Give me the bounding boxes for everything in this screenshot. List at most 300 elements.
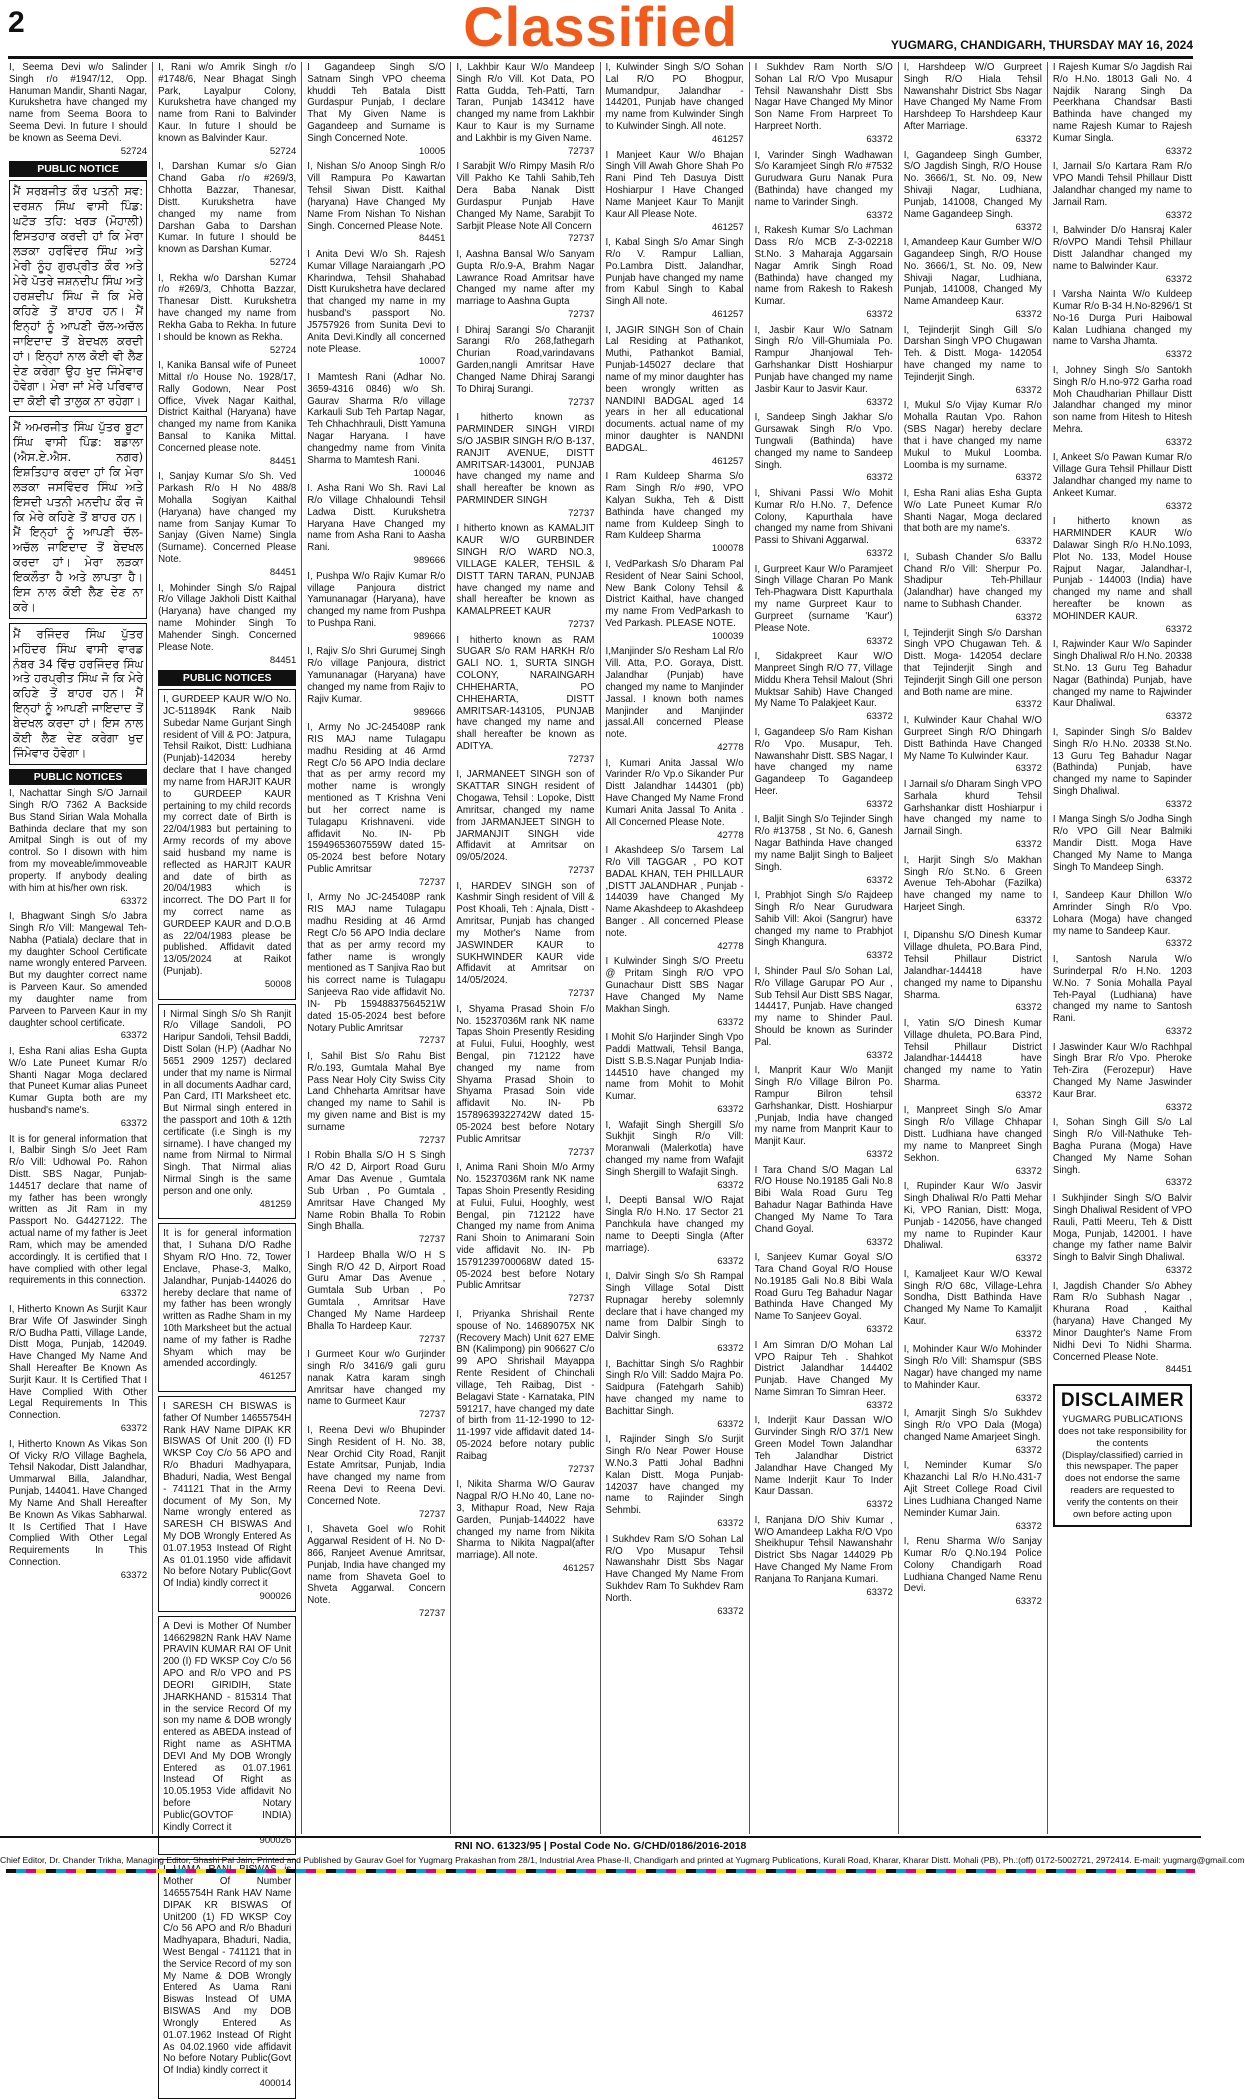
classified-notice	[456, 1479, 594, 1574]
column-3	[302, 62, 451, 1834]
classified-notice	[904, 1181, 1042, 1265]
notice-code: 63372	[866, 472, 893, 484]
notice-text: I Gurmeet Kour w/o Gurjinder singh R/o 3416/9 gali guru nanak Katra karam singh Amritsar have changed my name to Gurmeet Kaur	[307, 1349, 446, 1408]
classified-notice	[904, 1344, 1042, 1404]
notice-text: I, Kulwinder Kaur Chahal W/O Gurpreet Singh R/O Dhingarh Distt Bathinda Have Changed My Name To Kulwinder Kaur.	[903, 715, 1042, 762]
notice-code: 42778	[717, 742, 744, 754]
classified-notice	[158, 1223, 296, 1392]
notice-text: I, Esha Rani alias Esha Gupta W/o Late Puneet Kumar R/o Shanti Nagar Moga declared that Puneet Kumar alias Puneet Kumar Gupta both are my husband's name's.	[9, 1045, 148, 1117]
notice-code: 63372	[866, 548, 893, 560]
classified-notice	[755, 814, 893, 886]
classified-notice	[307, 249, 445, 368]
notice-code: 63372	[1165, 1101, 1192, 1113]
classified-notice	[606, 471, 744, 555]
classified-notice	[904, 628, 1042, 712]
notice-code: 461257	[711, 455, 744, 467]
classified-notice	[1053, 1042, 1192, 1114]
classified-notice	[1053, 225, 1192, 285]
classified-notice	[307, 1250, 445, 1345]
punjabi-notice	[9, 623, 147, 765]
dateline: YUGMARG, CHANDIGARH, THURSDAY MAY 16, 2024	[890, 38, 1193, 52]
classified-notice	[1053, 289, 1192, 361]
notice-code: 63372	[1015, 1328, 1042, 1340]
classified-notice	[755, 412, 893, 484]
classified-notice	[904, 930, 1042, 1014]
notice-code: 72737	[418, 1035, 446, 1047]
notice-text: I, Aashna Bansal W/o Sanyam Gupta R/o.9-A, Brahm Nagar Lawrance Road Amritsar have Changed my name after my marriage to Aashna Gupta	[456, 248, 595, 308]
notice-text: I, Subash Chander S/o Ballu Chand R/o Vill: Sherpur Po. Shadipur Teh-Phillaur (Jalandhar) have changed my name to Subhash Chander.	[903, 551, 1042, 611]
classified-notice	[755, 890, 893, 962]
notice-text: I Varsha Nainta W/o Kuldeep Kumar R/o B-34 H.No-8296/1 St No-16 Durga Puri Haibowal Kalan Ludhiana changed my name to Varsha Jhamta.	[1052, 289, 1192, 348]
notice-code: 63372	[120, 1030, 148, 1042]
classified-notice	[755, 727, 893, 811]
notice-code: 72737	[418, 1608, 446, 1620]
notice-code: 63372	[1015, 472, 1042, 484]
notice-code: 72737	[568, 309, 595, 321]
notice-code: 84451	[269, 566, 297, 578]
notice-code: 84451	[269, 455, 297, 467]
notice-text: I Gagandeep Singh S/O Satnam Singh VPO cheema khuddi Teh Batala Distt Gurdaspur Punjab, I declare That My Given Name is Gagandeep and Surname is Singh Concerned Note.	[307, 62, 446, 144]
notice-text: Mother Of Number 14655754H Rank HAV Name DIPAK KR BISWAS Of Unit200 (1) FD WKSP Coy C/o 56 APO and R/o Bhaduri Madhyapara, Bhaduri, Nadia, West Bengal - 741121 that in the Service Record of my son My Name & DOB Wrongly Entered As Uama Rani Biswas Instead Of UMA BISWAS And my DOB Wrongly Entered As 01.07.1962 Instead Of Right As 04.02.1960 vide affidavit No before Notary Public(Govt Of India) kindly correct it	[163, 1876, 292, 2077]
notice-code: 72737	[568, 145, 595, 157]
notice-code: 63372	[717, 1179, 744, 1191]
notice-text: I hitherto known as PARMINDER SINGH VIRDI S/O JASBIR SINGH R/O B-137, RANJIT AVENUE, DISTT AMRITSAR-143001, PUNJAB have changed my name and shall hereafter be known as PARMINDER SINGH	[456, 412, 595, 506]
notice-code: 481259	[259, 1198, 292, 1210]
classified-notice	[158, 1396, 296, 1612]
notice-text: I, Jasbir Kaur W/o Satnam Singh R/o Vill-Ghumiala Po. Rampur Jhanjowal Teh-Garhshankar Distt Hoshiarpur Punjab have changed my name Jasbir Kaur to Jasvir Kaur.	[754, 324, 893, 395]
notice-code: 63372	[866, 798, 893, 810]
classified-notice	[606, 1032, 744, 1116]
notice-text: I, Sandeep Kaur Dhillon W/o Amrinder Singh R/o Vpo. Lohara (Moga) have changed my name to Sandeep Kaur.	[1052, 890, 1192, 937]
classified-notice	[307, 483, 445, 567]
notice-code: 63372	[1165, 938, 1192, 950]
notice-code: 72737	[568, 507, 595, 519]
notice-text: I, Rajwinder Kaur W/o Sapinder Singh Dhaliwal R/o H.No. 20338 St.No. 13 Guru Teg Bahadur Nagar (Bathinda) Punjab, have changed my name to Rajwinder Kaur Dhaliwal.	[1052, 639, 1192, 710]
notice-text: I, Manprit Kaur W/o Manjit Singh R/o Village Bilron Po. Rampur Bilron tehsil Garhshankar, Distt. Hoshiarpur ,Punjab, India have changed my name from Manprit Kaur to Manjit Kaur.	[754, 1065, 893, 1148]
notice-code: 63372	[1015, 1002, 1042, 1014]
classified-notice	[1053, 161, 1192, 221]
notice-code: 461257	[562, 1563, 595, 1575]
notice-code: 72737	[568, 619, 595, 631]
classified-notice	[904, 488, 1042, 548]
classified-notice	[307, 1524, 445, 1619]
notice-text: I, Kabal Singh S/o Amar Singh R/o V. Rampur Lallian, Po.Lambra Distt. Jalandhar, Punjab have changed my name from Kabul Singh to Kabal Singh All note.	[605, 237, 744, 308]
notice-text: I, Shaveta Goel w/o Rohit Aggarwal Resident of H. No D-866, Ranjeet Avenue Amritsar, Punjab, India have changed my name from Shaveta Goel to Shveta Aggarwal. Concern Note.	[307, 1524, 446, 1607]
section-title: Classified	[463, 0, 738, 58]
notice-code: 72737	[568, 1146, 595, 1158]
notice-code: 63372	[1015, 1520, 1042, 1532]
page-number: 2	[8, 6, 25, 39]
notice-code: 63372	[1015, 763, 1042, 775]
classified-notice	[1053, 62, 1192, 157]
classified-notice	[456, 249, 594, 321]
notice-text: I Manga Singh S/o Jodha Singh R/o VPO Gill Near Balmiki Mandir Distt. Moga Have Changed My Name to Manga Singh To Mandeep Singh.	[1052, 814, 1192, 873]
footer	[0, 1836, 1245, 1874]
rni-line: RNI NO. 61323/95 | Postal Code No. G/CHD/0186/2016-2018	[454, 1840, 747, 1852]
notice-text: I Dhiraj Sarangi S/o Charanjit Sarangi R/o 268,fathegarh Churian Road,varindavans Garden,nangli Amritsar Have Changed Name Dhiraj Sarangi To Dhiraj Surangi.	[456, 324, 595, 395]
classified-notice	[456, 1162, 594, 1305]
classified-notice	[904, 779, 1042, 851]
notice-code: 63372	[1015, 914, 1042, 926]
notice-code: 63372	[1015, 1165, 1042, 1177]
notice-code: 72737	[568, 753, 595, 765]
notice-text: I, Mukul S/o Vijay Kumar R/o Mohalla Rautan Vpo. Rahon (SBS Nagar) hereby declare that i have changed my name Mukul to Mukul Loomba. Loomba is my surname.	[903, 400, 1042, 471]
notice-text: I, Santosh Narula W/o Surinderpal R/o H.No. 1203 W.No. 7 Sonia Mohalla Payal Teh-Payal (Ludhiana) have changed my name to Santosh Rani.	[1052, 954, 1192, 1025]
notice-text: I, Sapinder Singh S/o Baldev Singh R/o H.No. 20338 St.No. 13 Guru Teg Bahadur Nagar (Bathinda) Punjab, have changed my name to Sapinder Singh Dhaliwal.	[1052, 726, 1192, 798]
notice-text: I, Army No JC-245408P rank RIS MAJ name Tulagapu madhu Residing at 46 Armd Regt C/o 56 APO India declare that as per army record my father name is wrongly mentioned as T Sanjiva Rao but his correct name is Tulagapu Sanjeeva Rao vide affidavit No. IN- Pb 15948837564521W dated 15-05-2024 best before Notary Public Amritsar	[307, 892, 446, 1034]
classified-notice	[755, 488, 893, 560]
notice-code: 63372	[1165, 273, 1192, 285]
notice-text: I Sukhdev Ram North S/O Sohan Lal R/O Vpo Musapur Tehsil Nawanshahr Distt Sbs Nagar Have Changed My Minor Son Name From Harpreet To Harpreet North.	[754, 62, 893, 133]
notice-text: It is for general information that, I Suhana D/O Radhe Shyam R/O Hno. 72, Tower Enclave, Phase-3, Malko, Jalandhar, Punjab-144026 do hereby declare that name of my father has been wrongly written as Radhe Sham in my 10th Marksheet but the actual name of my father is Radhe Shyam which may be amended accordingly.	[163, 1228, 292, 1370]
notice-text: I Hardeep Bhalla W/O H S Singh R/O 42 D, Airport Road Guru Amar Das Avenue , Gumtala Sub Urban , Po Gumtala , Amritsar Have Changed My Name Hardeep Bhalla To Hardeep Kaur.	[307, 1249, 446, 1332]
notice-text: I, JARMANEET SINGH son of SKATTAR SINGH resident of Chogawa, Tehsil : Lopoke, Distt Amritsar, changed my name from JARMANJEET SINGH to JARMANJIT SINGH vide Affidavit at Amritsar on 09/05/2024.	[456, 769, 595, 864]
notice-text: I Kulwinder Singh S/O Preetu @ Pritam Singh R/O VPO Gunachaur Distt SBS Nagar Have Changed My Name Makhan Singh.	[605, 956, 744, 1015]
notice-code: 63372	[1015, 536, 1042, 548]
notice-code: 63372	[120, 895, 148, 907]
notice-text: ਮੈਂ ਅਮਰਜੀਤ ਸਿੰਘ ਪੁੱਤਰ ਬੂਟਾ ਸਿੰਘ ਵਾਸੀ ਪਿੰਡ: ਬਡਾਲਾ (ਐਸ.ਏ.ਐਸ. ਨਗਰ) ਇਸ਼ਤਿਹਾਰ ਕਰਦਾ ਹਾਂ ਕਿ ਮੇਰਾ ਲੜਕਾ ਜਸਵਿੰਦਰ ਸਿੰਘ ਅਤੇ ਇਸਦੀ ਪਤਨੀ ਮਨਦੀਪ ਕੌਰ ਜੋ ਕਿ ਮੇਰੇ ਕਹਿਣੇ ਤੋਂ ਬਾਹਰ ਹਨ। ਮੈਂ ਇਨ੍ਹਾਂ ਨੂੰ ਆਪਣੀ ਚੱਲ-ਅਚੱਲ ਜਾਇਦਾਦ ਤੋਂ ਬੇਦਖਲ ਕਰਦਾ ਹਾਂ। ਮੇਰਾ ਲੜਕਾ ਇਕਲੌਤਾ ਹੈ ਅਤੇ ਲਾਪਤਾ ਹੈ। ਇਸ ਨਾਲ ਕੋਈ ਲੈਣ ਦੇਣ ਨਾ ਕਰੇ।	[13, 420, 144, 614]
notice-text: I Mohit S/o Harjinder Singh Vpo Paddi Mattwali, Tehsil Banga, Distt S.B.S.Nagar Punjab India-144510 have changed my name from Mohit to Mohit Kumar.	[605, 1032, 744, 1103]
notice-text: I Jarnail s/o Dharam Singh VPO Sarhala khurd Tehsil Garhshankar distt Hoshiarpur i have changed my name to Jarnail Singh.	[903, 778, 1042, 838]
classified-notice	[307, 1349, 445, 1421]
notice-text: I, Jarnail S/o Kartara Ram R/o VPO Mandi Tehsil Phillaur Distt Jalandhar changed my name to Jarnail Ram.	[1052, 161, 1192, 208]
classified-notice	[904, 855, 1042, 927]
notice-text: I, Pushpa W/o Rajiv Kumar R/o village Panjoura district Yamunanagar (Haryana), have changed my name from Pushpa to Pushpa Rani.	[307, 570, 446, 630]
notice-code: 72737	[418, 1134, 446, 1146]
notice-text: I Akashdeep S/o Tarsem Lal R/o Vill TAGGAR , PO KOT BADAL KHAN, TEH PHILLAUR ,DISTT JALANDHAR , Punjab - 144039 have Changed My Name Akashdeep to Akashdeep Banger . All concerned Please note.	[605, 845, 744, 939]
classified-notice	[755, 564, 893, 648]
notice-code: 84451	[418, 233, 446, 245]
notice-code: 63372	[866, 1586, 893, 1598]
classified-notice	[904, 325, 1042, 397]
notice-code: 84451	[269, 654, 297, 666]
notice-code: 461257	[711, 309, 744, 321]
notice-text: I, Kanika Bansal wife of Puneet Mittal r/o House No. 1928/17, Rally Godown, Near Post Office, Vivek Nagar Kaithal, District Kaithal (Haryana) have changed my name from Kanika Bansal to Kanika Mittal. Concerned please note.	[158, 360, 297, 454]
notice-text: I, Jagdish Chander S/o Abhey Ram R/o Subhash Nagar , Khurana Road , Kaithal (haryana) Have Changed My Minor Daughter's Name From Nidhi Devi To Nidhi Sharma. Concerned Please Note.	[1052, 1280, 1192, 1363]
column-1	[4, 62, 153, 1834]
notice-text: I, Dipanshu S/O Dinesh Kumar Village dhuleta, PO.Bara Pind, Tehsil Phillaur District Jalandhar-144418 have changed my name to Dipanshu Sharma.	[903, 930, 1042, 1001]
notice-text: I, Bachittar Singh S/o Raghbir Singh R/o Vill: Saddo Majra Po. Saidpura (Fatehgarh Sahib) have changed my name to Bachittar Singh.	[605, 1358, 744, 1417]
notice-code: 72737	[418, 1409, 446, 1421]
notice-code: 63372	[1015, 1392, 1042, 1404]
notice-code: 72737	[568, 1463, 595, 1475]
notice-code: 72737	[418, 1508, 446, 1520]
notice-text: I Anita Devi W/o Sh. Rajesh Kumar Village Naraiangarh ,PO Kharindwa, Tehsil Shahabad Distt Kurukshetra have declared that changed my name in my husband's passport No. J5757926 from Sunita Devi to Anita Devi.Kindly all concerned note Please.	[307, 248, 446, 355]
classified-notice	[606, 758, 744, 842]
classified-notice	[456, 62, 594, 157]
notice-text: I, Harshdeep W/O Gurpreet Singh R/O Hiala Tehsil Nawanshahr District Sbs Nagar Have Changed My Name From Harshdeep To Harshdeep Kaur After Marriage.	[903, 62, 1042, 133]
classified-notice	[606, 1271, 744, 1355]
notice-code: 63372	[1015, 384, 1042, 396]
notice-text: I, Seema Devi w/o Salinder Singh r/o #1947/12, Opp. Hanuman Mandir, Shanti Nagar, Kurukshetra have changed my name from Seema Boora to Seema Devi. In future I should be known as Seema Devi.	[9, 62, 148, 144]
classified-notice	[606, 237, 744, 321]
notice-code: 42778	[717, 940, 744, 952]
notice-text: I Mamtesh Rani (Adhar No. 3659-4316 0846) w/o Sh. Gaurav Sharma R/o village Karkauli Sub Teh Partap Nagar, Teh Chhachhrauli, Distt Yamuna Nagar Haryana. I have changedmy name from Vinita Sharma to Mamtesh Rani.	[307, 371, 446, 466]
notice-text: I Sukhjinder Singh S/O Balvir Singh Dhaliwal Resident of VPO Rauli, Patti Meeru, Teh & Distt Moga, Punjab, 142001. I have change my father name Balvir Singh to Balvir Singh Dhaliwal.	[1052, 1193, 1192, 1264]
classified-notice	[307, 161, 445, 245]
notice-code: 52724	[120, 145, 148, 157]
notice-text: I, Ankeet S/o Pawan Kumar R/o Village Gura Tehsil Phillaur Distt Jalandhar changed my name to Ankeet Kumar.	[1052, 452, 1192, 499]
notice-text: ਮੈਂ ਸਰਬਜੀਤ ਕੌਰ ਪਤਨੀ ਸਵ: ਦਰਸ਼ਨ ਸਿੰਘ ਵਾਸੀ ਪਿੰਡ: ਘਟੋੜ ਤਹਿ: ਖਰੜ (ਮੋਹਾਲੀ) ਇਸਤਹਾਰ ਕਰਦੀ ਹਾਂ ਕਿ ਮੇਰਾ ਲੜਕਾ ਹਰਵਿੰਦਰ ਸਿੰਘ ਅਤੇ ਮੇਰੀ ਨੂੰਹ ਗੁਰਪ੍ਰੀਤ ਕੌਰ ਅਤੇ ਮੇਰੇ ਪੋਤਰੇ ਜਸ਼ਨਦੀਪ ਸਿੰਘ ਅਤੇ ਹਰਸ਼ਦੀਪ ਸਿੰਘ ਜੋ ਕਿ ਮੇਰੇ ਕਹਿਣੇ ਤੋਂ ਬਾਹਰ ਹਨ। ਮੈਂ ਇਨ੍ਹਾਂ ਨੂੰ ਆਪਣੀ ਚੱਲ-ਅਚੱਲ ਜਾਇਦਾਦ ਤੋਂ ਬੇਦਖਲ ਕਰਦੀ ਹਾਂ। ਇਨ੍ਹਾਂ ਨਾਲ ਕੋਈ ਵੀ ਲੈਣ ਦੇਣ ਕਰੇਗਾ ਉਹ ਖੁਦ ਜਿੰਮੇਵਾਰ ਹੋਵੇਗਾ। ਮੇਰਾ ਜਾਂ ਮੇਰੇ ਪਰਿਵਾਰ ਦਾ ਕੋਈ ਵੀ ਤਾਲੁਕ ਨਾ ਰਹੇਗਾ।	[13, 184, 144, 408]
classified-notice	[904, 1269, 1042, 1341]
classified-notice	[1053, 890, 1192, 950]
notice-text: I, Sohan Singh Gill S/o Lal Singh R/o Vill-Nathuke Teh-Bagha Purana (Moga) Have Changed My Name Sohan Singh.	[1052, 1117, 1192, 1176]
notice-text: I,Manjinder S/o Resham Lal R/o Vill. Atta, P.O. Goraya, Distt. Jalandhar (Punjab) have changed my name to Manjinder Jassal. I known both names Manjinder and Manjinder jassal.All concerned Please note.	[605, 646, 744, 741]
classified-notice	[606, 325, 744, 468]
classified-notice	[1053, 727, 1192, 811]
notice-text: I, Reena Devi w/o Bhupinder Singh Resident of H. No. 38, Near Orchid City Road, Ranjit Estate Amritsar, Punjab, India have changed my name from Reena Devi to Reena Devi. Concerned Note.	[307, 1424, 446, 1507]
notice-text: It is for general information that I, Balbir Singh S/o Jeet Ram R/o Vill: Udhowal Po. Rahon Distt. SBS Nagar, Punjab-144517 declare that name of my father has been wrongly written as Jit Ram in my Passport No. G4427122. The actual name of my father is Jeet Ram, which may be amended accordingly. It is certified that I have complied with other legal requirements in this connection.	[9, 1133, 148, 1287]
notice-code: 63372	[1165, 623, 1192, 635]
notice-code: 400014	[259, 2078, 292, 2090]
classified-notice	[1053, 516, 1192, 635]
notice-code: 63372	[1165, 874, 1192, 886]
classified-notice	[9, 1046, 147, 1130]
notice-code: 63372	[866, 711, 893, 723]
classified-notice	[904, 400, 1042, 484]
notice-code: 63372	[120, 1569, 148, 1581]
notice-text: I, Dalvir Singh S/o Sh Rampal Singh Village Sotal Distt Rupnagar hereby solemnly declare that i have changed my name from Dalbir Singh to Dalvir Singh.	[605, 1271, 744, 1342]
column-6	[750, 62, 899, 1834]
classified-notice	[158, 161, 296, 268]
notice-code: 52724	[269, 344, 297, 356]
classified-notice	[606, 62, 744, 146]
classified-notice	[456, 769, 594, 876]
notice-text: I, Sandeep Singh Jakhar S/o Gursawak Singh R/o Vpo. Tungwali (Bathinda) have changed my name to Sandeep Singh.	[754, 412, 893, 471]
notice-code: 63372	[866, 309, 893, 321]
notice-text: I, Rakesh Kumar S/o Lachman Dass R/o MCB Z-3-02218 St.No. 3 Maharaja Aggarsain Nagar Amrik Singh Road (Bathinda) have changed my name from Rakesh to Rakesh Kumar.	[754, 225, 893, 308]
classified-notice	[904, 1408, 1042, 1456]
classified-notice	[755, 966, 893, 1061]
notice-text: I, Lakhbir Kaur W/o Mandeep Singh R/o Vill. Kot Data, PO Ratta Gudda, Teh-Patti, Tarn Taran, Punjab 143412 have changed my name from Lakhbir Kaur to Kaur is my Surname and Lakhbir is my Given Name.	[456, 62, 595, 144]
notice-text: I, Hitherto Known As Surjit Kaur Brar Wife Of Jaswinder Singh R/O Budha Patti, Village Lande, Distt Moga, Punjab, 142049. Have Changed My Name And Shall Hereafter Be Known As Surjit Kaur. It Is Certified That I Have Complied With Other Legal Requirements In This Connection.	[9, 1303, 148, 1422]
notice-text: I Nirmal Singh S/o Sh Ranjit R/o Village Sandoli, PO Haripur Sandoli, Tehsil Baddi, Distt Solan (H.P) (Aadhar No 5651 2909 1257) declared under that my name is Nirmal in all documents Aadhar card, Pan Card, ITI Marksheet etc. But Nirmal singh entered in the passport and 10th & 12th certificate (i.e Singh is my sirname). I have changed my name from Nirmal to Nirmal Singh. That Nirmal alias Nirmal Singh is the same person and one only.	[163, 1008, 292, 1197]
classified-notice	[9, 788, 147, 907]
notice-text: I, Army No JC-245408P rank RIS MAJ name Tulagapu madhu Residing at 46 Armd Regt C/o 56 APO India declare that as per army record my mother name is wrongly mentioned as T Krishna Veni but her correct name is Tulagapu Krishnaveni. vide affidavit No. IN- Pb 15949653607559W dated 15-05-2024 best before Notary Public Amritsar	[307, 722, 446, 876]
classified-notice	[307, 372, 445, 479]
notice-code: 989666	[413, 630, 446, 642]
notice-code: 63372	[1165, 1026, 1192, 1038]
notice-text: I, Shinder Paul S/o Sohan Lal, R/o Village Garupar PO Aur , Sub Tehsil Aur Distt SBS Nagar, 144417, Punjab. Have changed my name to Shinder Paul. Should be known as Surinder Pal.	[754, 965, 893, 1048]
notice-text: I, Esha Rani alias Esha Gupta W/o Late Puneet Kumar R/o Shanti Nagar, Moga declared that both are my name's.	[903, 487, 1042, 535]
notice-text: I, VedParkash S/o Dharam Pal Resident of Near Saini School, New Bank Colony Tehsil & District Kaithal, have changed my name From VedParkash to Ved Parkash. PLEASE NOTE.	[605, 558, 744, 630]
notice-text: I, Sanjay Kumar S/o Sh. Ved Parkash R/o H No 488/8 Mohalla Sogiyan Kaithal (Haryana) have changed my name from Sanjay Kumar To Sanjay (Given Name) Singla (Surname). Concerned Please Note.	[158, 471, 297, 566]
classified-notice	[158, 1859, 296, 2098]
notice-code: 63372	[1165, 349, 1192, 361]
notice-text: I hitherto known as KAMALJIT KAUR W/O GURBINDER SINGH R/O WARD NO.3, VILLAGE KALER, TEHSIL & DISTT TARN TARAN, PUNJAB have changed my name and shall hereafter be known as KAMALPREET KAUR	[456, 523, 595, 618]
classified-notice	[606, 1120, 744, 1192]
notice-code: 63372	[120, 1117, 148, 1129]
classified-notice	[158, 1616, 296, 1855]
notice-code: 63372	[1015, 699, 1042, 711]
classified-notice	[606, 1359, 744, 1431]
notice-code: 100078	[711, 543, 744, 555]
classified-notice	[1053, 1281, 1192, 1376]
top-rule	[8, 56, 1193, 59]
disclaimer-box	[1053, 1384, 1192, 1527]
notice-code: 63372	[120, 1288, 148, 1300]
notice-text: I, Rekha w/o Darshan Kumar r/o #269/3, Chhotta Bazzar, Thanesar Distt. Kurukshetra have changed my name from Rekha Gaba to Rekha. In future I should be known as Rekha.	[158, 272, 297, 343]
notice-code: 50008	[264, 978, 292, 990]
notice-text: I, Tejinderjit Singh S/o Darshan Singh VPO Chugawan Teh. & Distt. Moga- 142054 declare that Tejinderjit Singh and Tejinderjit Singh Gill one person and Both name are mine.	[903, 627, 1042, 698]
notice-code: 72737	[568, 865, 595, 877]
column-5	[601, 62, 750, 1834]
punjabi-notice	[9, 416, 147, 618]
classified-notice	[456, 881, 594, 1000]
classified-notice	[1053, 365, 1192, 449]
notice-code: 63372	[1015, 309, 1042, 321]
notice-code: 72737	[418, 1234, 446, 1246]
classified-notice	[9, 1439, 147, 1582]
classified-notice	[9, 62, 147, 157]
notice-code: 63372	[866, 396, 893, 408]
column-7	[899, 62, 1048, 1834]
notice-text: I, Rani w/o Amrik Singh r/o #1748/6, Near Bhagat Singh Park, Layalpur Colony, Kurukshetra have changed my name from Rani to Balvinder Kaur. In future I should be known as Balvinder Kaur.	[158, 62, 297, 144]
section-header: PUBLIC NOTICES	[9, 769, 147, 785]
classified-notice	[755, 1415, 893, 1510]
classified-notice	[456, 523, 594, 630]
notice-text: I. Asha Rani Wo Sh. Ravi Lal R/o Village Chhaloundi Tehsil Ladwa Distt. Kurukshetra Haryana Have Changed my name from Asha Rani to Aasha Rani.	[307, 483, 446, 554]
classified-notice	[904, 1105, 1042, 1177]
notice-code: 63372	[866, 1499, 893, 1511]
notice-text: I, Bhagwant Singh S/o Jabra Singh R/o Vill: Mangewal Teh-Nabha (Patiala) declare that in my daughter School Certificate name wrongly entered Parveen. But my daughter correct name is Parveen Kaur. So amended my daughter name from Parveen to Parveen Kaur in my daughter school certificate.	[9, 911, 148, 1029]
classified-notice	[158, 689, 296, 999]
notice-code: 72737	[568, 396, 595, 408]
disclaimer-title: DISCLAIMER	[1060, 1389, 1185, 1411]
notice-text: I, Amarjit Singh S/o Sukhdev Singh R/o VPO Dala (Moga) changed Name Amarjeet Singh.	[903, 1408, 1042, 1444]
classified-notice	[307, 1150, 445, 1245]
notice-text: I, Tejinderjit Singh Gill S/o Darshan Singh VPO Chugawan Teh. & Distt. Moga- 142054 have changed my name to Tejinderjit Singh.	[903, 324, 1042, 383]
classified-notice	[456, 412, 594, 519]
notice-code: 900026	[259, 1834, 292, 1846]
classified-notice	[307, 62, 445, 157]
notice-code: 63372	[1165, 1177, 1192, 1189]
classified-notice	[456, 635, 594, 766]
classified-notice	[158, 471, 296, 578]
notice-text: I, Sahil Bist S/o Rahu Bist R/o.193, Gumtala Mahal Bye Pass Near Holy City Swiss City Land Chheharta Amritsar have changed my name to Sahil is my given name and Bist is my surname	[307, 1051, 446, 1133]
classified-notice	[904, 150, 1042, 234]
notice-text: I hitherto known as RAM SUGAR S/o RAM HARKH R/o GALI NO. 1, SURTA SINGH COLONY, NARAINGARH CHHEHARTA, PO CHHEHARTA, DISTT AMRITSAR-143105, PUNJAB have changed my name and shall hereafter be known as ADITYA.	[456, 634, 595, 753]
notice-code: 63372	[1165, 798, 1192, 810]
disclaimer-text: YUGMARG PUBLICATIONS does not take responsibility for the contents (Display/classified) carried in this newspaper. The paper does not endorse the same readers are requested to verify the contents on their own before acting upon	[1058, 1413, 1187, 1520]
notice-text: I, Harjit Singh S/o Makhan Singh R/o St.No. 6 Green Avenue Teh-Abohar (Fazilka) have changed my name to Harjeet Singh.	[903, 854, 1042, 913]
notice-text: I, Mohinder Singh S/o Rajpal R/o Village Jakholi Distt Kaithal (Haryana) have changed my name Mohinder Singh To Mahender Singh. Concerned Please Note.	[158, 582, 297, 653]
notice-code: 900026	[259, 1591, 292, 1603]
color-registration-strip	[6, 1869, 1195, 1873]
classified-notice	[755, 1065, 893, 1160]
notice-code: 10005	[418, 145, 446, 157]
notice-code: 63372	[717, 1016, 744, 1028]
notice-text: I, Gagandeep S/o Ram Kishan R/o Vpo. Musapur, Teh. Nawanshahr Distt. SBS Nagar, I have changed my name Gagandeep To Gagandeep Heer.	[754, 726, 893, 798]
classified-notice	[904, 62, 1042, 146]
classified-notice	[904, 552, 1042, 624]
classified-notice	[158, 1004, 296, 1220]
notice-text: I, Priyanka Shrishail Rente spouse of No. 14689075X NK (Recovery Mach) Unit 627 EME BN (Kalimpong) pin 906627 C/o 99 APO Shrishail Mayappa Rente Resident of Chinchali village, Teh Raibag, Dist - Belagavi State - Karnataka, PIN 591217, have changed my date of birth from 11-12-1990 to 12-11-1997 vide affidavit dated 14- 05-2024 before notary public Raibag	[456, 1308, 595, 1462]
classified-notice	[307, 1051, 445, 1146]
notice-code: 63372	[866, 635, 893, 647]
notice-text: I hitherto known as HARMINDER KAUR W/o Dalawar Singh R/o H.No.1093, Plot No. 133, Model House Rajput Nagar, Jalandhar-I, Punjab - 144003 (India) have changed my name and shall hereafter be known as MOHINDER KAUR.	[1052, 516, 1192, 622]
classified-notice	[904, 1536, 1042, 1608]
notice-text: I, Anima Rani Shoin M/o Army No. 15237036M rank NK name Tapas Shoin Presently Residing at Fului, Fului, Hooghly, west Bengal, pin 712122 have Changed my name from Anima Rani Shoin to Animarani Soin vide affidavit No. IN- Pb 15791239700068W dated 15-05-2024 best before Notary Public Amritsar	[456, 1162, 595, 1292]
classified-notice	[755, 1515, 893, 1599]
section-header: PUBLIC NOTICES	[158, 670, 296, 686]
notice-text: I, Renu Sharma W/o Sanjay Kumar R/o Q.No.194 Police Colony Chandigarh Road Ludhiana Changed Name Renu Devi.	[903, 1536, 1042, 1595]
classified-notice	[755, 62, 893, 146]
classified-notice	[158, 273, 296, 357]
notice-code: 461257	[711, 221, 744, 233]
classified-notice	[9, 911, 147, 1042]
notice-text: I, Mohinder Kaur W/o Mohinder Singh R/o Vill: Shamspur (SBS Nagar) have changed my name to Mahinder Kaur.	[903, 1344, 1042, 1391]
notice-text: I, Nikita Sharma W/O Gaurav Nagpal R/O H.No 40, Lane no-3, Mithapur Road, New Raja Garden, Punjab-144022 have changed my name from Nikita Sharma to Nikita Nagpal(after marriage). All note.	[456, 1479, 595, 1562]
classified-notice	[1053, 1117, 1192, 1189]
notice-code: 63372	[717, 1518, 744, 1530]
classified-notice	[904, 237, 1042, 321]
notice-code: 63372	[866, 1149, 893, 1161]
notice-code: 63372	[866, 1399, 893, 1411]
notice-text: I, GURDEEP KAUR W/O No. JC-511894K Rank Naib Subedar Name Gurjant Singh resident of Vill & PO: Jatpura, Tehsil Raikot, Distt: Ludhiana (Punjab)-142034 hereby declare that I have changed my name from HARJIT KAUR to GURDEEP KAUR pertaining to my child records my correct date of Birth is 22/04/1983 but pertaining to Army records of my above said husband my name is reflected as HARJIT KAUR and date of birth as 20/04/1983 which is incorrect. The DO Part II for my correct name as GURDEEP KAUR and D.O.B as 22/04/1983 please be published. Affidavit dated 13/05/2024 at Raikot (Punjab).	[163, 694, 292, 978]
classified-notice	[755, 651, 893, 723]
notice-text: A Devi is Mother Of Number 14662982N Rank HAV Name PRAVIN KUMAR RAI OF Unit 200 (I) FD WKSP Coy C/o 56 APO and R/o VPO and PS DEORI GIRIDIH, State JHARKHAND - 815314 That in the service Record Of my son my name & DOB wrongly entered as ABEDA instead of Right name as ASHTMA DEVI And My DOB Wrongly Entered as 01.07.1961 Instead Of Right as 10.05.1953 Vide affidavit No before Notary Public(GOVTOF INDIA) Kindly Correct it	[163, 1620, 292, 1833]
notice-code: 63372	[866, 950, 893, 962]
masthead	[0, 0, 1201, 58]
notice-code: 63372	[120, 1423, 148, 1435]
classified-notice	[606, 845, 744, 952]
notice-code: 63372	[1165, 711, 1192, 723]
notice-code: 52724	[269, 145, 297, 157]
notice-text: ਮੈਂ ਰਜਿੰਦਰ ਸਿੰਘ ਪੁੱਤਰ ਮਹਿੰਦਰ ਸਿੰਘ ਵਾਸੀ ਵਾਰਡ ਨੰਬਰ 34 ਵਿੱਚ ਹਰਜਿੰਦਰ ਸਿੰਘ ਅਤੇ ਹਰਪ੍ਰੀਤ ਸਿੰਘ ਜੋ ਕਿ ਮੇਰੇ ਕਹਿਣੇ ਤੋਂ ਬਾਹਰ ਹਨ। ਮੈਂ ਇਨ੍ਹਾਂ ਨੂੰ ਆਪਣੀ ਜਾਇਦਾਦ ਤੋਂ ਬੇਦਖਲ ਕਰਦਾ ਹਾਂ। ਇਸ ਨਾਲ ਕੋਈ ਲੈਣ ਦੇਣ ਕਰੇਗਾ ਖੁਦ ਜਿੰਮੇਵਾਰ ਹੋਵੇਗਾ।	[13, 626, 144, 761]
notice-text: I, HARDEV SINGH son of Kashmir Singh resident of Vill & Post Khoali, Teh : Ajnala, Distt - Amritsar, Punjab has changed my Mother's Name from JASWINDER KAUR to SUKHWINDER KAUR vide Affidavit at Amritsar on 14/05/2024.	[456, 880, 595, 987]
notice-code: 42778	[717, 829, 744, 841]
notice-text: I, Sanjeev Kumar Goyal S/O Tara Chand Goyal R/O House No.19185 Gali No.8 Bibi Wala Road Guru Teg Bahadur Nagar Bathinda Have Changed My Name To Sanjeev Goyal.	[754, 1252, 893, 1323]
classified-notice	[158, 62, 296, 157]
notice-code: 63372	[1015, 1444, 1042, 1456]
section-header: PUBLIC NOTICE	[9, 161, 147, 177]
notice-text: I, Kamaljeet Kaur W/O Kewal Singh R/O 68c, Village-Lehra Sondha, Distt Bathinda Have Changed My Name To Kamaljit Kaur.	[903, 1268, 1042, 1328]
notice-code: 63372	[717, 1255, 744, 1267]
notice-text: I, Prabhjot Singh S/o Rajdeep Singh R/o Near Gurudwara Sahib Vill: Akoi (Sangrur) have changed my name to Prabhjot Singh Khangura.	[754, 890, 893, 949]
notice-text: I, Gagandeep Singh Gumber, S/O Jagdish Singh, R/O House No. 3666/1, St. No. 09, New Shivaji Nagar, Ludhiana, Punjab, 141008, Changed My Name Gagandeep Singh.	[903, 149, 1042, 220]
classified-notice	[755, 150, 893, 222]
notice-code: 63372	[1015, 611, 1042, 623]
column-2	[153, 62, 302, 2090]
notice-text: I Tara Chand S/O Magan Lal R/O House No.19185 Gali No.8 Bibi Wala Road Guru Teg Bahadur Nagar Bathinda Have Changed My Name To Tara Chand Goyal.	[754, 1164, 893, 1235]
classified-notice	[1053, 1193, 1192, 1277]
notice-code: 72737	[568, 988, 595, 1000]
notice-code: 72737	[568, 233, 595, 245]
notice-text: I, Rajinder Singh S/o Surjit Singh R/o Near Power House W.No.3 Patti Johal Badhni Kalan Distt. Moga Punjab-142037 have changed my name to Rajinder Singh Sehmbi.	[605, 1434, 744, 1517]
classified-notice	[606, 1195, 744, 1267]
notice-text: I, JAGIR SINGH Son of Chain Lal Residing at Pathankot, Muthi, Pathankot Bamial, Punjab-145027 declare that name of my minor daughter has been wrongly written as NANDINI BADGAL aged 14 years in her all educational documents. actual name of my minor daughter is NANDNI BADGAL.	[605, 324, 744, 454]
classified-notice	[307, 1425, 445, 1520]
notice-code: 989666	[413, 706, 446, 718]
notice-text: I, Ranjana D/O Shiv Kumar , W/O Amandeep Lakha R/O Vpo Sheikhupur Tehsil Nawanshahr District Sbs Nagar 144029 Pb Have Changed My Name From Ranjana To Ranjana Kumari.	[754, 1514, 893, 1585]
classified-notice	[307, 571, 445, 643]
imprint-line: Chief Editor, Dr. Chander Trikha, Managing Editor, Shashi Pal Jain, Printed and Published by Gaurav Goel for Yugmarg Prakashan from 28/1, Industrial Area Phase-II, Chandigarh and printed at Yugmarg Publications, Kurali Road, Kharar, Kharar Distt. Mohali (PB), Ph.:(off) 0172-5002721, 2972414. E-mail: yugmarg@gmail.com	[0, 1855, 1245, 1865]
column-4	[451, 62, 600, 1834]
classified-notice	[456, 325, 594, 409]
notice-text: I, Shivani Passi W/o Mohit Kumar R/o H.No. 7, Defence Colony, Kapurthala have changed my name from Shivani Passi to Shivani Aggarwal.	[754, 487, 893, 547]
notice-code: 461257	[711, 133, 744, 145]
notice-text: I, Shyama Prasad Shoin F/o No. 15237036M rank NK name Tapas Shoin Presently Residing at Fului, Fului, Hooghly, west Bengal, pin 712122 have changed my name from Shyama Prasad Shoin to Shyama Prasad Soin vide affidavit No. IN- Pb 15789639322742W dated 15-05-2024 best before Notary Public Amritsar	[456, 1003, 595, 1145]
notice-code: 63372	[1165, 1265, 1192, 1276]
notice-code: 63372	[866, 1236, 893, 1248]
notice-code: 52724	[269, 257, 297, 268]
notice-text: I Ram Kuldeep Sharma S/o Ram Singh R/o #90, VPO Kalyan Sukha, Teh & Distt Bathinda have changed my name from Kuldeep Singh to Ram Kuldeep Sharma	[605, 471, 744, 542]
notice-text: I, Hitherto Known As Vikas Son Of Vicky R/O Village Baghela, Tehsil Nakodar, Distt Jalandhar, Ummarwal Billa, Jalandhar, Punjab, 144041. Have Changed My Name And Shall Hereafter Be Known As Vikas Sabharwal. It Is Certified That I Have Complied With Other Legal Requirements In This Connection.	[9, 1438, 148, 1568]
notice-code: 461257	[259, 1371, 292, 1383]
notice-code: 10007	[418, 356, 446, 368]
classified-notice	[9, 1304, 147, 1435]
